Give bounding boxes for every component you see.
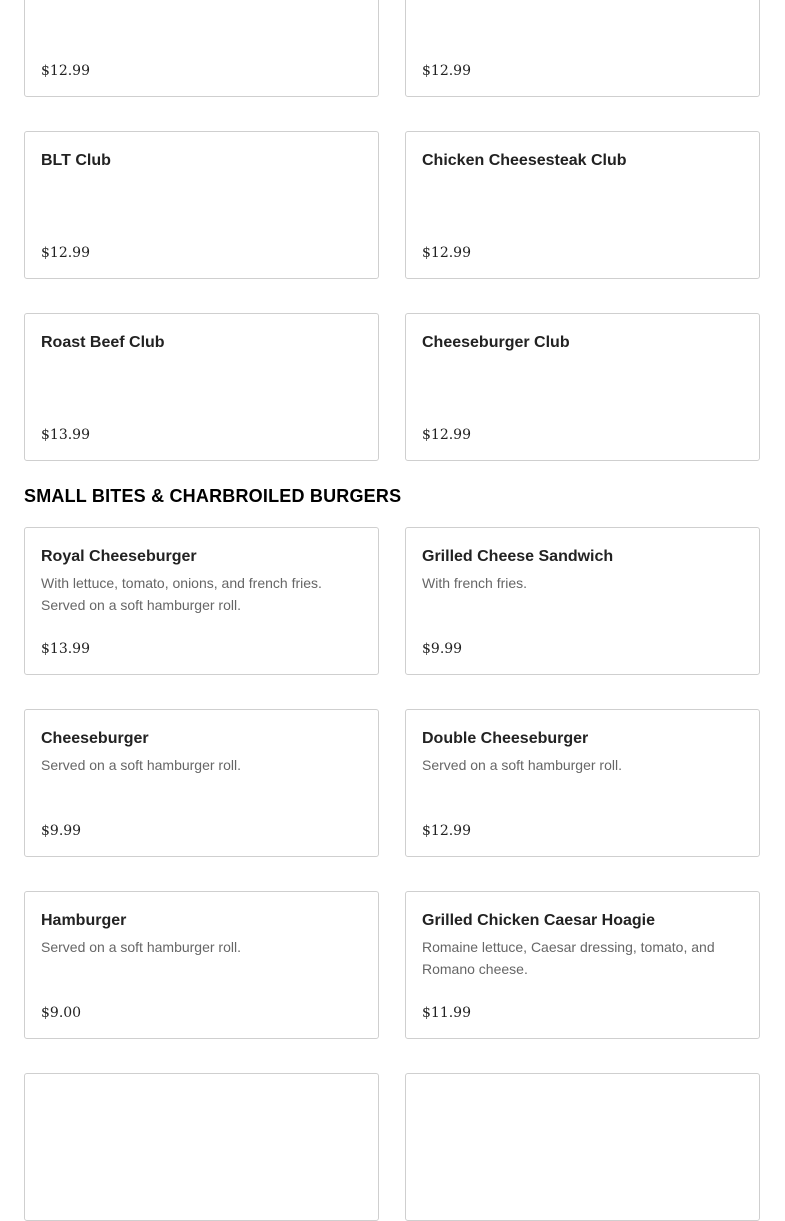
- menu-item-name: BLT Club: [41, 152, 111, 169]
- menu-item-card[interactable]: [24, 0, 379, 97]
- menu-item-card[interactable]: [405, 527, 760, 675]
- menu-item-price: $9.00: [41, 1005, 82, 1021]
- menu-item-card[interactable]: [405, 891, 760, 1039]
- menu-item-name: Grilled Chicken Caesar Hoagie: [422, 912, 655, 929]
- menu-item-description: Served on a soft hamburger roll.: [41, 939, 241, 955]
- menu-item-name: Grilled Cheese Sandwich: [422, 548, 614, 565]
- menu-item-price: $9.99: [422, 641, 463, 657]
- menu-item-card[interactable]: [405, 709, 760, 857]
- menu-item-card[interactable]: [24, 313, 379, 461]
- menu-item-card[interactable]: [24, 709, 379, 857]
- menu-item-card[interactable]: [24, 527, 379, 675]
- menu-item-card[interactable]: [405, 313, 760, 461]
- menu-item-name: Cheeseburger Club: [422, 334, 570, 351]
- menu-item-price: $12.99: [41, 63, 90, 79]
- menu-item-name: Royal Cheeseburger: [41, 548, 197, 565]
- menu-item-price: $12.99: [422, 823, 471, 839]
- menu-item-card[interactable]: [405, 0, 760, 97]
- menu-item-description: Romaine lettuce, Caesar dressing, tomato, and Romano cheese.: [422, 939, 715, 977]
- menu-item-price: $13.99: [41, 427, 90, 443]
- section-heading: SMALL BITES & CHARBROILED BURGERS: [24, 486, 402, 506]
- menu-item-price: $13.99: [41, 641, 90, 657]
- menu-item-name: Cheeseburger: [41, 730, 149, 747]
- menu-item-name: Roast Beef Club: [41, 334, 165, 351]
- menu-item-description: Served on a soft hamburger roll.: [422, 757, 622, 773]
- menu-item-price: $12.99: [422, 245, 471, 261]
- menu-item-card[interactable]: [24, 1073, 379, 1221]
- menu-item-price: $11.99: [422, 1005, 471, 1021]
- menu-item-description: With lettuce, tomato, onions, and french fries. Served on a soft hamburger roll.: [41, 575, 322, 613]
- menu-item-card[interactable]: [24, 891, 379, 1039]
- menu-item-price: $12.99: [422, 427, 471, 443]
- menu-item-card[interactable]: [405, 131, 760, 279]
- menu-item-description: With french fries.: [422, 575, 528, 591]
- menu-item-price: $12.99: [422, 63, 471, 79]
- menu-item-name: Double Cheeseburger: [422, 730, 589, 747]
- menu-item-card[interactable]: [24, 131, 379, 279]
- menu-item-price: $9.99: [41, 823, 82, 839]
- menu-item-card[interactable]: [405, 1073, 760, 1221]
- menu-item-price: $12.99: [41, 245, 90, 261]
- menu-item-name: Chicken Cheesesteak Club: [422, 152, 627, 169]
- menu-item-name: Hamburger: [41, 912, 127, 929]
- menu-item-description: Served on a soft hamburger roll.: [41, 757, 241, 773]
